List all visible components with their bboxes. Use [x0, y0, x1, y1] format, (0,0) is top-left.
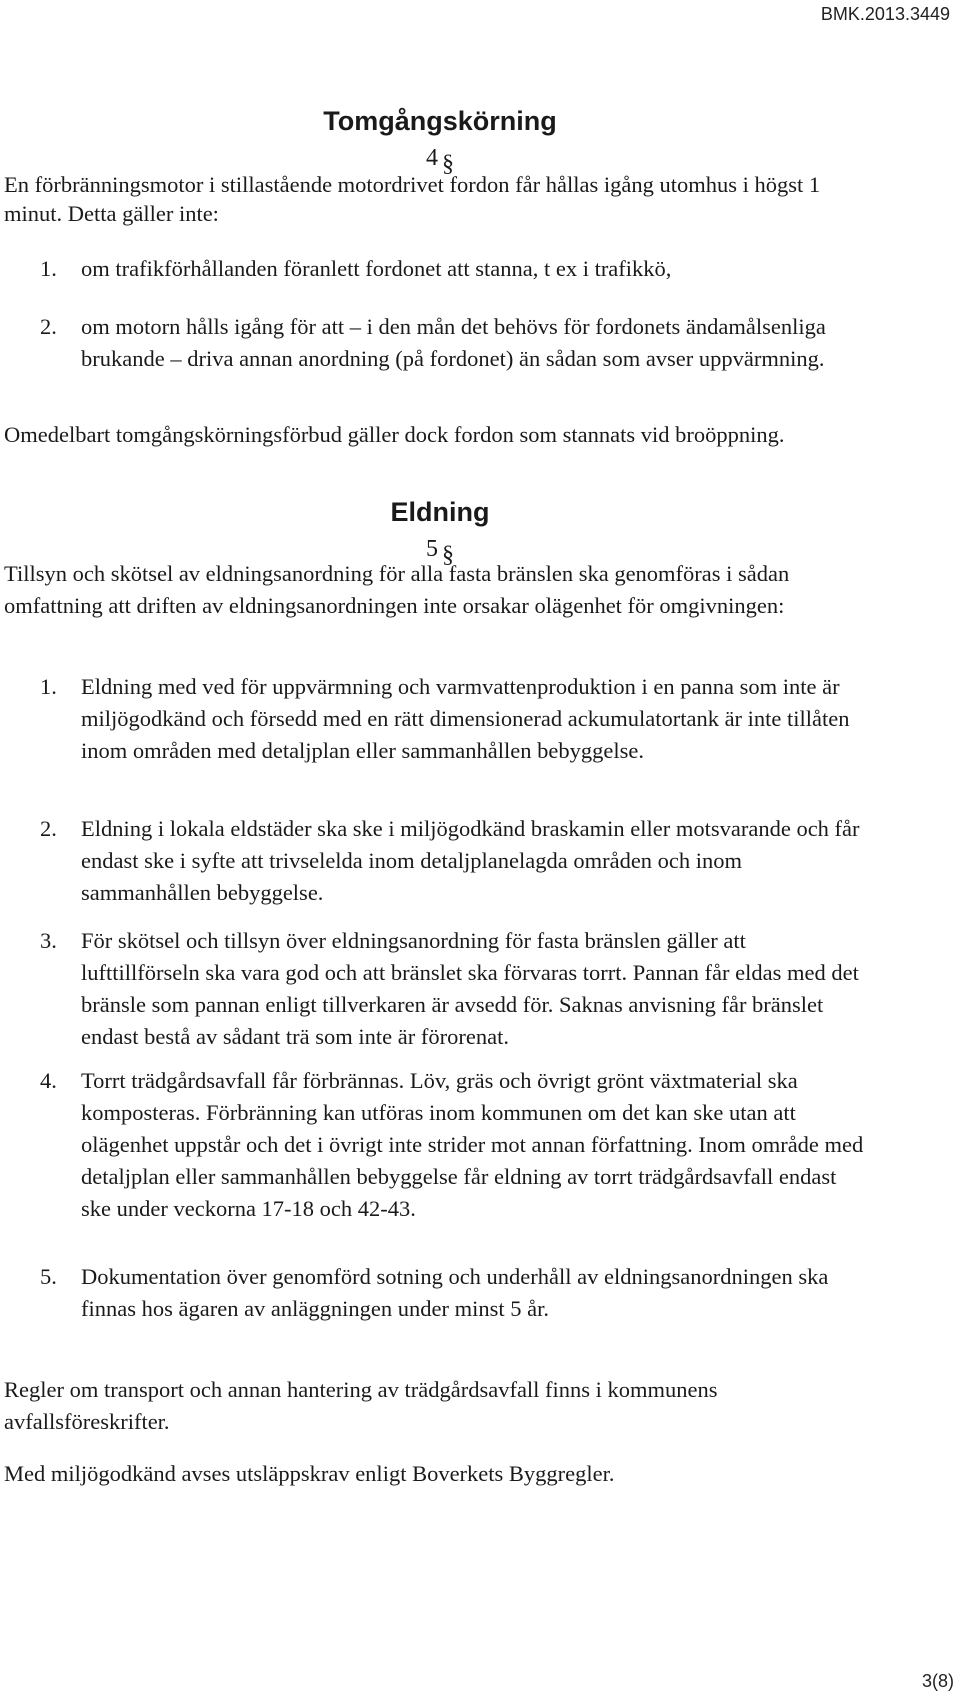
eldning-note-transport: Regler om transport och annan hantering av trädgårdsavfall finns i kommunens avfallsföreskrifter. — [4, 1377, 718, 1434]
page-number: 3(8) — [921, 1671, 954, 1691]
item-text: Dokumentation över genomförd sotning och underhåll av eldningsanordningen ska finnas hos ägaren av anläggningen under minst 5 år. — [81, 1264, 829, 1321]
item-number: 2. — [40, 314, 57, 339]
item-number: 3. — [40, 928, 57, 953]
eldning-item-3 — [40, 925, 870, 1053]
paragraph-number: 5 — [426, 536, 438, 562]
tomgang-closing: Omedelbart tomgångskörningsförbud gäller dock fordon som stannats vid broöppning. — [4, 422, 785, 447]
paragraph-number-4 — [0, 144, 880, 177]
item-text: Eldning med ved för uppvärmning och varmvattenproduktion i en panna som inte är miljögodkänd och försedd med en rätt dimensionerad ackumulatortank är inte tillåten inom områden med detaljplan eller sammanhållen bebyggelse. — [81, 674, 850, 763]
item-text: Eldning i lokala eldstäder ska ske i miljögodkänd braskamin eller motsvarande och får endast ske i syfte att trivselelda inom detaljplanelagda områden och inom sammanhållen bebyggelse. — [81, 816, 860, 905]
eldning-intro: Tillsyn och skötsel av eldningsanordning för alla fasta bränslen ska genomföras i sådan omfattning att driften av eldningsanordningen inte orsakar olägenhet för omgivningen: — [4, 561, 790, 618]
tomgang-item-2 — [40, 311, 870, 375]
tomgang-intro: En förbränningsmotor i stillastående motordrivet fordon får hållas igång utomhus i högst 1 minut. Detta gäller inte: — [4, 172, 821, 226]
item-number: 1. — [40, 256, 57, 281]
tomgang-item-1 — [40, 253, 870, 285]
item-number: 1. — [40, 674, 57, 699]
item-number: 4. — [40, 1068, 57, 1093]
eldning-item-1 — [40, 671, 870, 767]
item-text: Torrt trädgårdsavfall får förbrännas. Löv, gräs och övrigt grönt växtmaterial ska komposteras. Förbränning kan utföras inom kommunen om det kan ske utan att olägenhet uppstår och det i övrigt inte strider mot annan författning. Inom område med detaljplan eller sammanhållen bebyggelse får eldning av torrt trädgårdsavfall endast ske under veckorna 17-18 och 42-43. — [81, 1068, 864, 1221]
item-text: om trafikförhållanden föranlett fordonet att stanna, t ex i trafikkö, — [81, 256, 672, 281]
document-reference: BMK.2013.3449 — [820, 4, 950, 24]
section-sign: § — [442, 151, 454, 177]
item-number: 2. — [40, 816, 57, 841]
section-sign: § — [442, 542, 454, 568]
heading-eldning: Eldning — [390, 497, 490, 527]
eldning-item-2 — [40, 813, 870, 909]
heading-tomgangskorning: Tomgångskörning — [323, 106, 557, 136]
eldning-note-miljogodkand: Med miljögodkänd avses utsläppskrav enligt Boverkets Byggregler. — [4, 1461, 615, 1486]
paragraph-number: 4 — [426, 145, 438, 171]
item-number: 5. — [40, 1264, 57, 1289]
item-text: om motorn hålls igång för att – i den mån det behövs för fordonets ändamålsenliga brukande – driva annan anordning (på fordonet) än sådan som avser uppvärmning. — [81, 314, 826, 371]
item-text: För skötsel och tillsyn över eldningsanordning för fasta bränslen gäller att lufttillförseln ska vara god och att bränslet ska förvaras torrt. Pannan får eldas med det bränsle som pannan enligt tillverkaren är avsedd för. Saknas anvisning får bränslet endast bestå av sådant trä som inte är förorenat. — [81, 928, 859, 1049]
eldning-item-4 — [40, 1065, 870, 1225]
eldning-item-5 — [40, 1261, 870, 1325]
